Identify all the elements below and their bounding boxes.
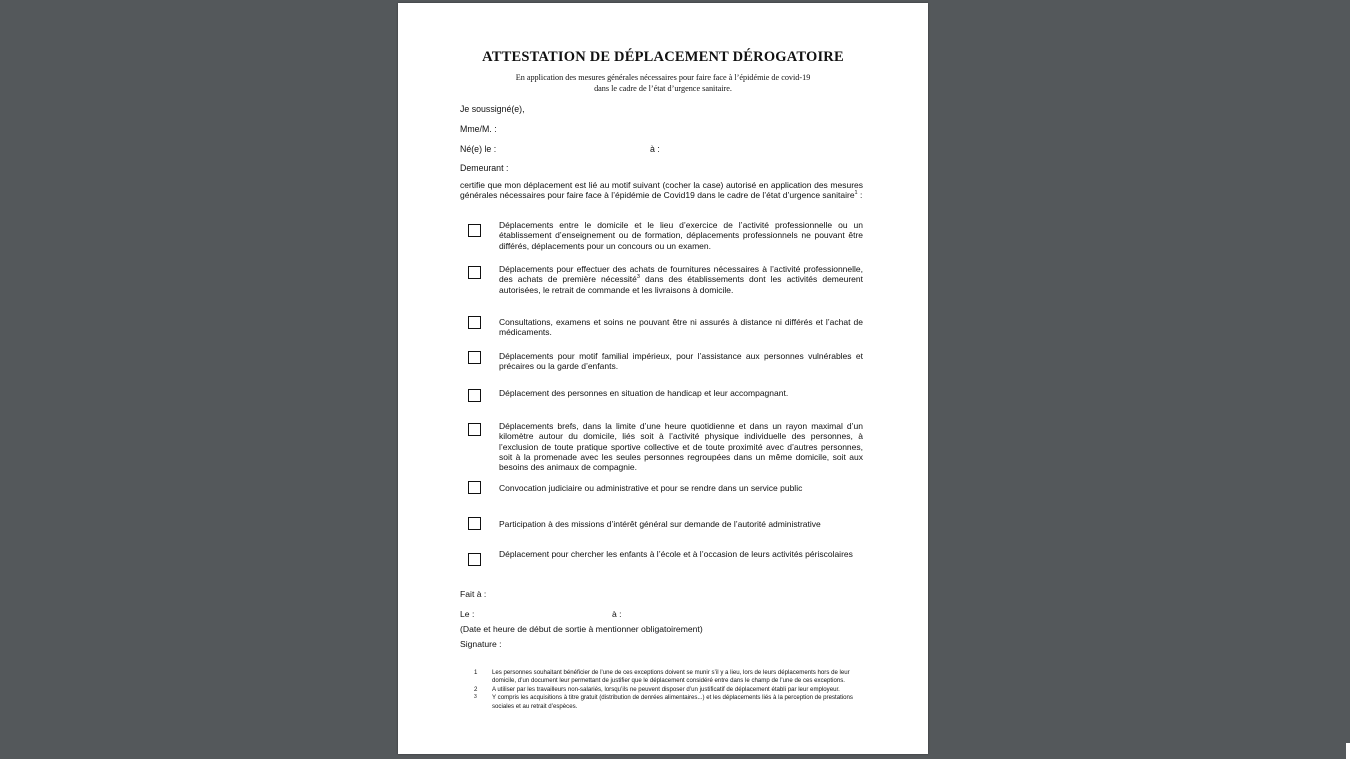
footnotes (474, 669, 864, 711)
footnote-text: Y compris les acquisitions à titre gratuit (distribution de denrées alimentaires...) et les déplacements liés à la perception de prestations sociales et au retrait d’espèces. (492, 694, 853, 710)
motif-label: Consultations, examens et soins ne pouvant être ni assurés à distance ni différés et l’achat de médicaments. (499, 317, 863, 338)
intro-paragraph (460, 180, 863, 200)
field-signature[interactable]: Signature : (460, 639, 502, 649)
motif-checkbox[interactable] (468, 224, 481, 237)
document-subtitle (398, 73, 928, 94)
motif-checkbox[interactable] (468, 389, 481, 402)
field-undersigned: Je soussigné(e), (460, 104, 525, 114)
motif-label: Déplacement pour chercher les enfants à l’école et à l’occasion de leurs activités périscolaires (499, 549, 853, 559)
field-time-label: à : (612, 609, 622, 619)
field-date-label: Le : (460, 609, 475, 619)
footnote-text: A utiliser par les travailleurs non-salariés, lorsqu’ils ne peuvent disposer d’un justificatif de déplacement établi par leur employeur. (492, 685, 840, 693)
footnote-number: 3 (474, 694, 477, 701)
footnote-text: Les personnes souhaitant bénéficier de l’une de ces exceptions doivent se munir s’il y a lieu, lors de leurs déplacements hors de leur domicile, d’un document leur permettant de justifier que le déplacement considéré entre dans le champ de l’une de ces exceptions. (492, 669, 850, 685)
motif-label-part: dans des établissements dont les activités demeurent autorisées, le retrait de commande et les livraisons à domicile. (499, 274, 863, 295)
field-residence[interactable]: Demeurant : (460, 163, 509, 173)
intro-footnote-ref: 1 (854, 190, 858, 197)
footnote-number: 1 (474, 669, 478, 676)
viewer-corner-marker (1346, 743, 1350, 759)
field-birth[interactable] (460, 144, 660, 154)
field-made-at[interactable]: Fait à : (460, 589, 487, 599)
field-birth-place-label: à : (650, 144, 660, 154)
document-title: ATTESTATION DE DÉPLACEMENT DÉROGATOIRE (482, 49, 844, 65)
footnote (474, 669, 864, 686)
motif-label: Déplacements pour motif familial impérieux, pour l’assistance aux personnes vulnérables et précaires ou la garde d’enfants. (499, 351, 863, 372)
subtitle-line: En application des mesures générales nécessaires pour faire face à l’épidémie de covid-19 (515, 73, 811, 82)
motif-checkbox[interactable] (468, 351, 481, 364)
motif-checkbox[interactable] (468, 517, 481, 530)
motif-label-part: Déplacements pour effectuer des achats de fournitures nécessaires à l’activité professionnelle, des achats de première nécessité (499, 264, 863, 285)
field-date-time[interactable] (460, 609, 622, 619)
intro-text: certifie que mon déplacement est lié au motif suivant (cocher la case) autorisé en application des mesures générales nécessaires pour faire face à l’épidémie de Covid19 dans le cadre de l’état d’urgence sanitaire (460, 180, 863, 201)
footnote-number: 2 (474, 685, 478, 693)
motif-checkbox[interactable] (468, 266, 481, 279)
motif-label: Convocation judiciaire ou administrative et pour se rendre dans un service public (499, 483, 803, 493)
motif-checkbox[interactable] (468, 423, 481, 436)
motif-label: Déplacement des personnes en situation de handicap et leur accompagnant. (499, 388, 789, 398)
document-page (398, 3, 928, 754)
motif-checkbox[interactable] (468, 316, 481, 329)
date-note: (Date et heure de début de sortie à mentionner obligatoirement) (460, 624, 703, 634)
motif-label: Déplacements entre le domicile et le lieu d’exercice de l’activité professionnelle ou un établissement d’enseignement ou de formation, déplacements professionnels ne pouvant être différés, déplacements pour un concours ou un examen. (499, 220, 863, 251)
motif-label: Déplacements brefs, dans la limite d’une heure quotidienne et dans un rayon maximal d’un kilomètre autour du domicile, liés soit à l’activité physique individuelle des personnes, à l’exclusion de toute pratique sportive collective et de toute proximité avec d’autres personnes, soit à la promenade avec les seules personnes regroupées dans un même domicile, soit aux besoins des animaux de compagnie. (499, 421, 863, 473)
field-birth-date-label: Né(e) le : (460, 144, 497, 154)
motif-footnote-ref: 3 (636, 274, 640, 281)
motif-label (499, 264, 863, 295)
subtitle-line: dans le cadre de l’état d’urgence sanitaire. (594, 83, 732, 93)
intro-suffix: : (857, 190, 863, 201)
footnote (474, 686, 864, 694)
motif-label: Participation à des missions d’intérêt général sur demande de l’autorité administrative (499, 519, 821, 529)
motif-checkbox[interactable] (468, 553, 481, 566)
footnote (474, 694, 864, 711)
motif-checkbox[interactable] (468, 481, 481, 494)
field-name[interactable]: Mme/M. : (460, 124, 497, 134)
